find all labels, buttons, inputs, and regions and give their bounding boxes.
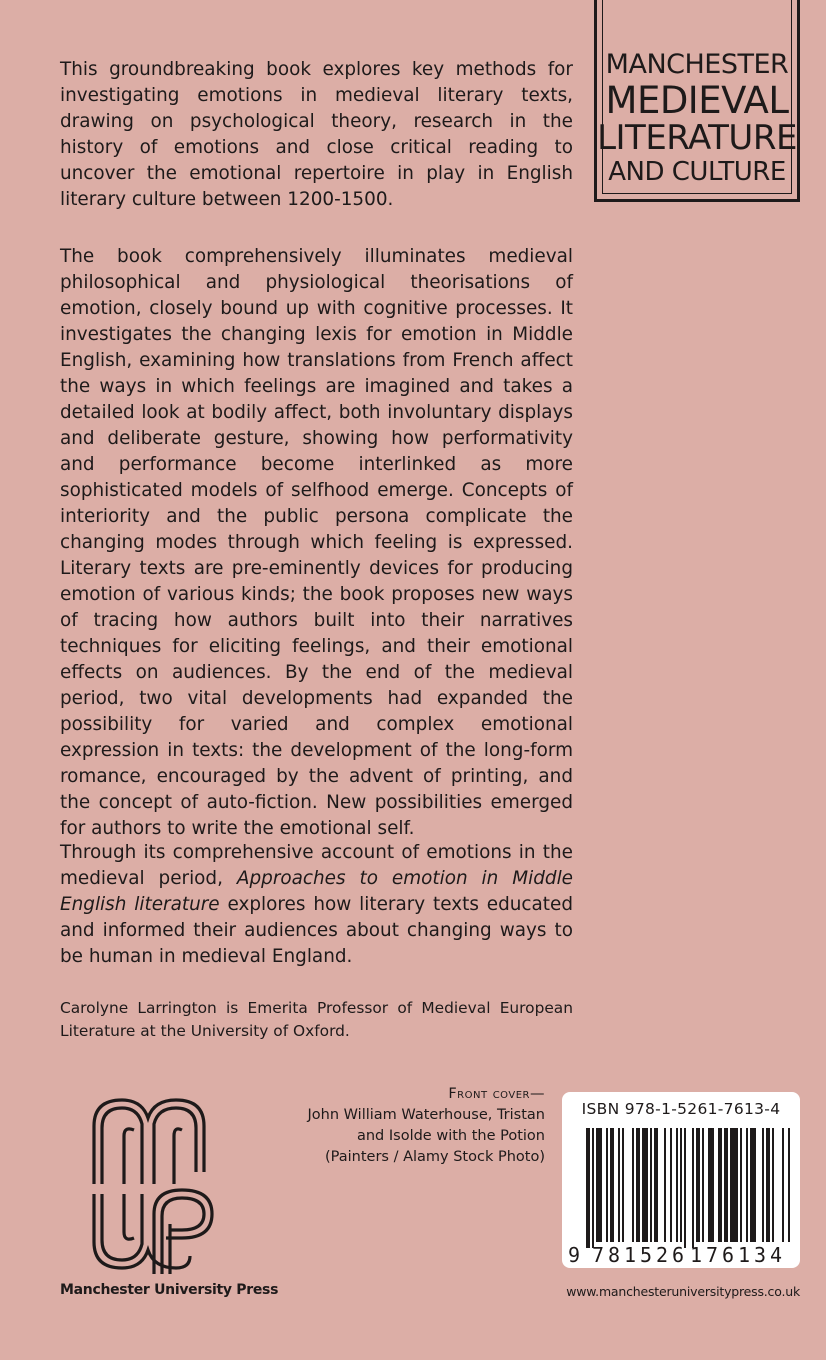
barcode-bar [654, 1128, 658, 1242]
series-logo [594, 0, 800, 202]
series-logo-inner [597, 0, 797, 194]
blurb-p3-end: explores how literary texts educated and informed their audiences about changing ways to be human in medieval England. [60, 894, 574, 967]
publisher-name: Manchester University Press [60, 1282, 279, 1298]
barcode-bar [636, 1128, 640, 1242]
barcode-bar [664, 1128, 666, 1242]
barcode-bar [592, 1128, 594, 1248]
barcode-bar [746, 1128, 748, 1242]
barcode-bar [696, 1128, 700, 1242]
series-line-1: MANCHESTER [605, 49, 789, 80]
barcode-bar [762, 1128, 764, 1242]
barcode-bar [788, 1128, 790, 1242]
cover-credit-line-2: and Isolde with the Potion [356, 1128, 545, 1144]
barcode-bar [724, 1128, 728, 1242]
barcode-bar [740, 1128, 742, 1242]
barcode-bar [692, 1128, 694, 1248]
barcode-bar [766, 1128, 770, 1242]
author-bio: Carolyne Larrington is Emerita Professor of Medieval European Literature at the University of Oxford. [60, 999, 573, 1040]
barcode-bar [718, 1128, 722, 1242]
barcode-bar [782, 1128, 784, 1242]
blurb-paragraph-1: This groundbreaking book explores key methods for investigating emotions in medieval literary texts, drawing on psychological theory, research in the history of emotions and close critical reading to uncover the emotional repertoire in play in English literary culture between 1200-1500. [60, 59, 573, 210]
barcode-bar [772, 1128, 774, 1242]
barcode-bar [642, 1128, 648, 1242]
series-line-3: LITERATURE [597, 118, 797, 158]
barcode-bar [676, 1128, 678, 1242]
isbn-label: ISBN 978-1-5261-7613-4 [581, 1100, 781, 1118]
cover-credit [300, 1084, 545, 1168]
barcode-bar [606, 1128, 608, 1242]
series-line-2: MEDIEVAL [605, 79, 789, 122]
publisher-url: www.manchesteruniversitypress.co.uk [566, 1284, 800, 1299]
cover-credit-line-3: (Painters / Alamy Stock Photo) [325, 1149, 545, 1165]
blurb-paragraph-3 [60, 840, 573, 970]
series-line-4: AND CULTURE [608, 157, 786, 187]
barcode-bar [618, 1128, 620, 1242]
barcode-bar [750, 1128, 756, 1242]
barcode-digits-right: 176134 [690, 1243, 782, 1267]
barcode-card [562, 1092, 800, 1268]
barcode-bar [632, 1128, 634, 1242]
barcode-bar [680, 1128, 682, 1242]
cover-credit-line-1: John William Waterhouse, Tristan [307, 1107, 545, 1123]
barcode-icon [562, 1092, 800, 1268]
barcode-bar [622, 1128, 624, 1242]
barcode-bar [596, 1128, 602, 1242]
barcode-digits-left: 781526 [592, 1243, 684, 1267]
barcode-bar [610, 1128, 614, 1242]
blurb-paragraph-2: The book comprehensively illuminates medieval philosophical and physiological theorisations of emotion, closely bound up with cognitive processes. It investigates the changing lexis for emotion in Middle English, examining how translations from French affect the ways in which feelings are imagined and takes a detailed look at bodily affect, both involuntary displays and deliberate gesture, showing how performativity and performance become interlinked as more sophisticated models of selfhood emerge. Concepts of interiority and the public persona complicate the changing modes through which feeling is expressed. Literary texts are pre-eminently devices for producing emotion of various kinds; the book proposes new ways of tracing how authors built into their narratives techniques for eliciting feelings, and their emotional effects on audiences. By the end of the medieval period, two vital developments had expanded the possibility for varied and complex emotional expression in texts: the development of the long-form romance, encouraged by the advent of printing, and the concept of auto-fiction. New possibilities emerged for authors to write the emotional self. [60, 246, 573, 839]
barcode-bar [670, 1128, 672, 1242]
barcode-digit-lead: 9 [568, 1243, 581, 1267]
blurb-p3-start: Through its comprehensive account of emotions in the medieval period, [60, 842, 573, 889]
barcode-bar [702, 1128, 704, 1242]
barcode-bar [586, 1128, 590, 1248]
book-title: Approaches to emotion in Middle English literature [60, 868, 573, 915]
barcode-bar [708, 1128, 714, 1242]
barcode-bar [650, 1128, 652, 1242]
cover-credit-heading: Front cover— [448, 1086, 545, 1102]
barcode-bar [730, 1128, 738, 1242]
mup-logo-icon [86, 1096, 226, 1274]
barcode-bar [684, 1128, 686, 1248]
